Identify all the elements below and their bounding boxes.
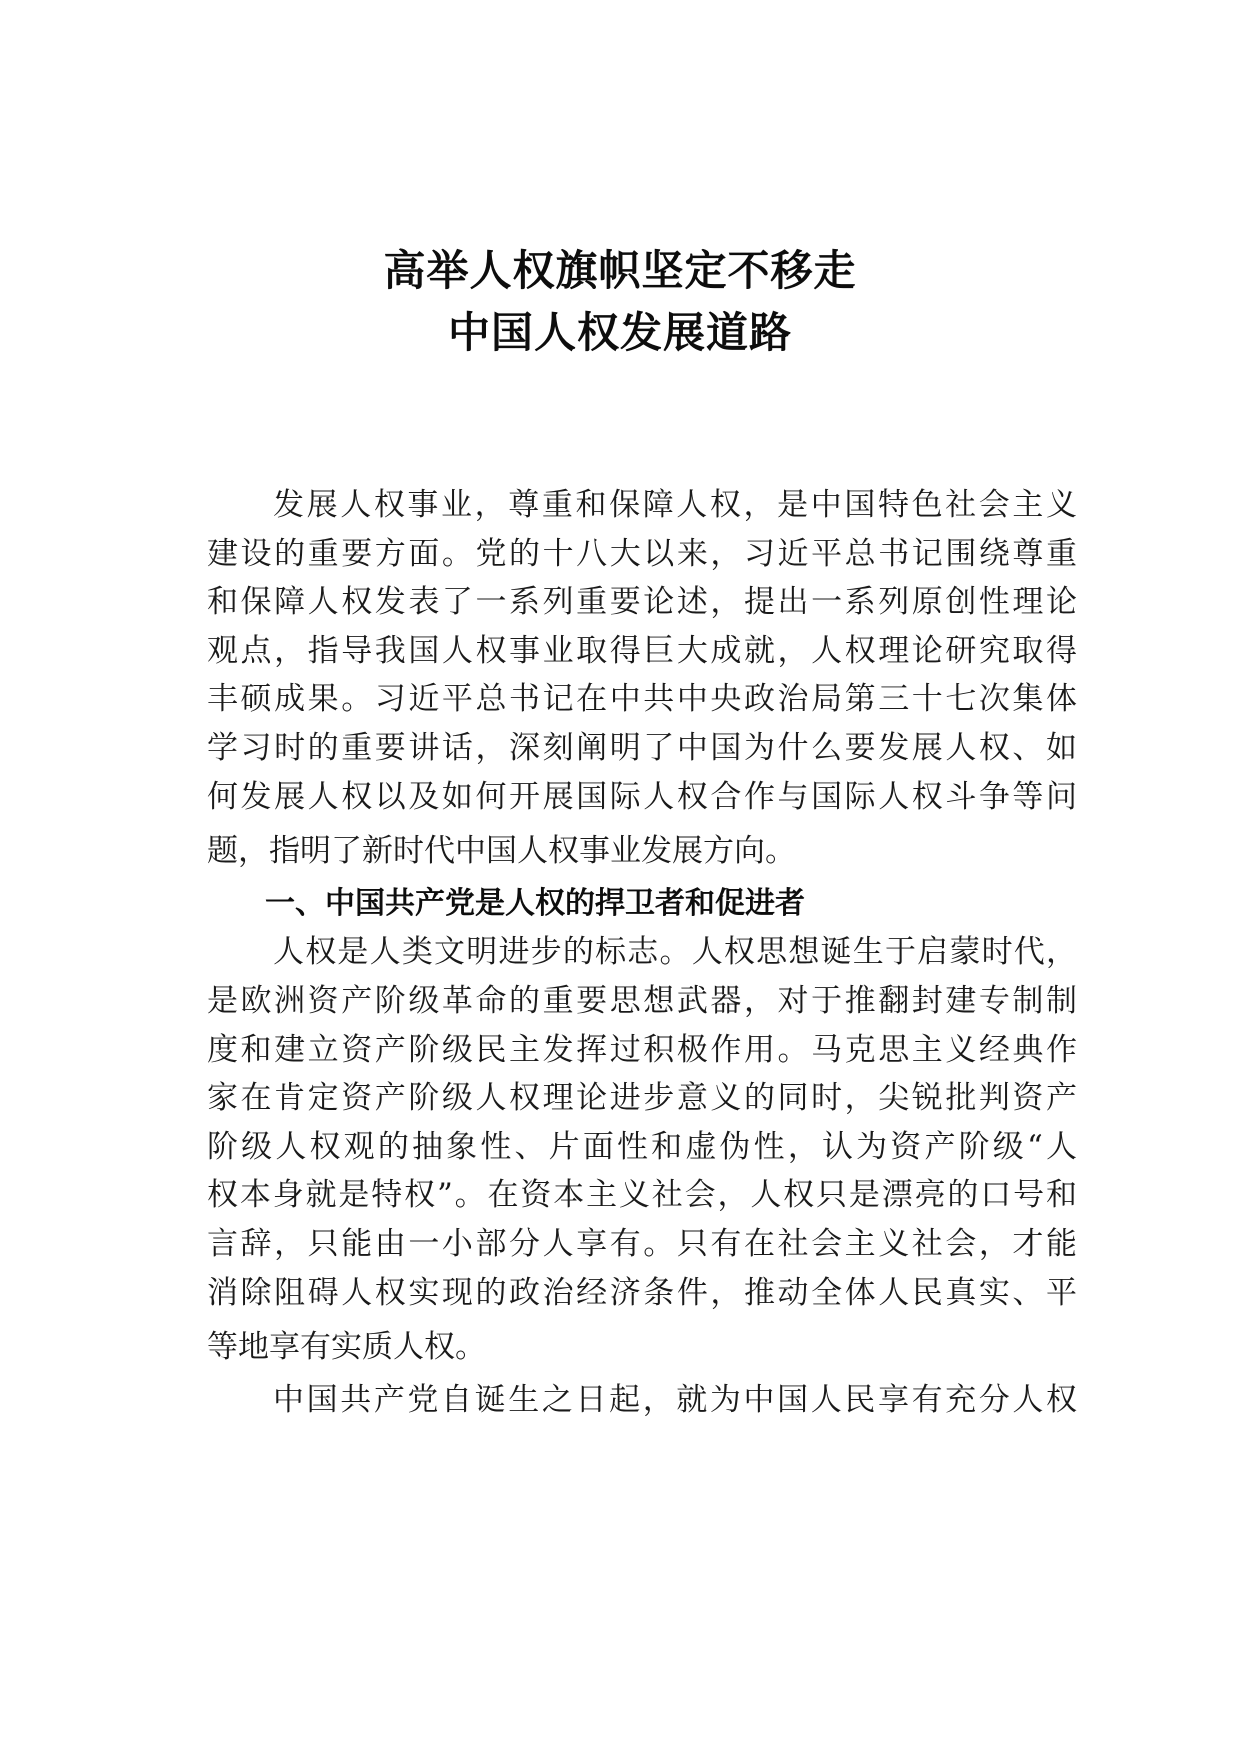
section-line-3: 度和建立资产阶级民主发挥过积极作用。马克思主义经典作 bbox=[207, 1031, 1077, 1068]
intro-line-6: 学习时的重要讲话，深刻阐明了中国为什么要发展人权、如 bbox=[207, 729, 1077, 766]
section-line-8: 消除阻碍人权实现的政治经济条件，推动全体人民真实、平 bbox=[207, 1274, 1077, 1311]
section-line-9: 等地享有实质人权。 bbox=[207, 1329, 486, 1366]
section-line-2: 是欧洲资产阶级革命的重要思想武器，对于推翻封建专制制 bbox=[207, 982, 1077, 1019]
title-line-2: 中国人权发展道路 bbox=[447, 308, 792, 357]
document-title bbox=[0, 240, 1240, 364]
intro-line-2: 建设的重要方面。党的十八大以来，习近平总书记围绕尊重 bbox=[207, 535, 1077, 572]
closing-line: 中国共产党自诞生之日起，就为中国人民享有充分人权 bbox=[273, 1381, 1077, 1418]
section-heading: 一、中国共产党是人权的捍卫者和促进者 bbox=[265, 885, 805, 921]
section-line-7: 言辞，只能由一小部分人享有。只有在社会主义社会，才能 bbox=[207, 1225, 1077, 1262]
document-body bbox=[207, 481, 1077, 1424]
section-line-4: 家在肯定资产阶级人权理论进步意义的同时，尖锐批判资产 bbox=[207, 1080, 1077, 1117]
section-line-5: 阶级人权观的抽象性、片面性和虚伪性，认为资产阶级“人 bbox=[207, 1128, 1077, 1165]
intro-line-7: 何发展人权以及如何开展国际人权合作与国际人权斗争等问 bbox=[207, 778, 1077, 815]
title-line-1: 高举人权旗帜坚定不移走 bbox=[383, 246, 857, 295]
intro-line-8: 题，指明了新时代中国人权事业发展方向。 bbox=[207, 833, 796, 870]
intro-line-3: 和保障人权发表了一系列重要论述，提出一系列原创性理论 bbox=[207, 584, 1077, 621]
intro-line-5: 丰硕成果。习近平总书记在中共中央政治局第三十七次集体 bbox=[207, 681, 1077, 718]
intro-line-4: 观点，指导我国人权事业取得巨大成就，人权理论研究取得 bbox=[207, 632, 1077, 669]
section-line-6: 权本身就是特权”。在资本主义社会，人权只是漂亮的口号和 bbox=[207, 1177, 1077, 1214]
section-line-1: 人权是人类文明进步的标志。人权思想诞生于启蒙时代， bbox=[273, 934, 1077, 971]
intro-line-1: 发展人权事业，尊重和保障人权，是中国特色社会主义 bbox=[273, 487, 1077, 523]
